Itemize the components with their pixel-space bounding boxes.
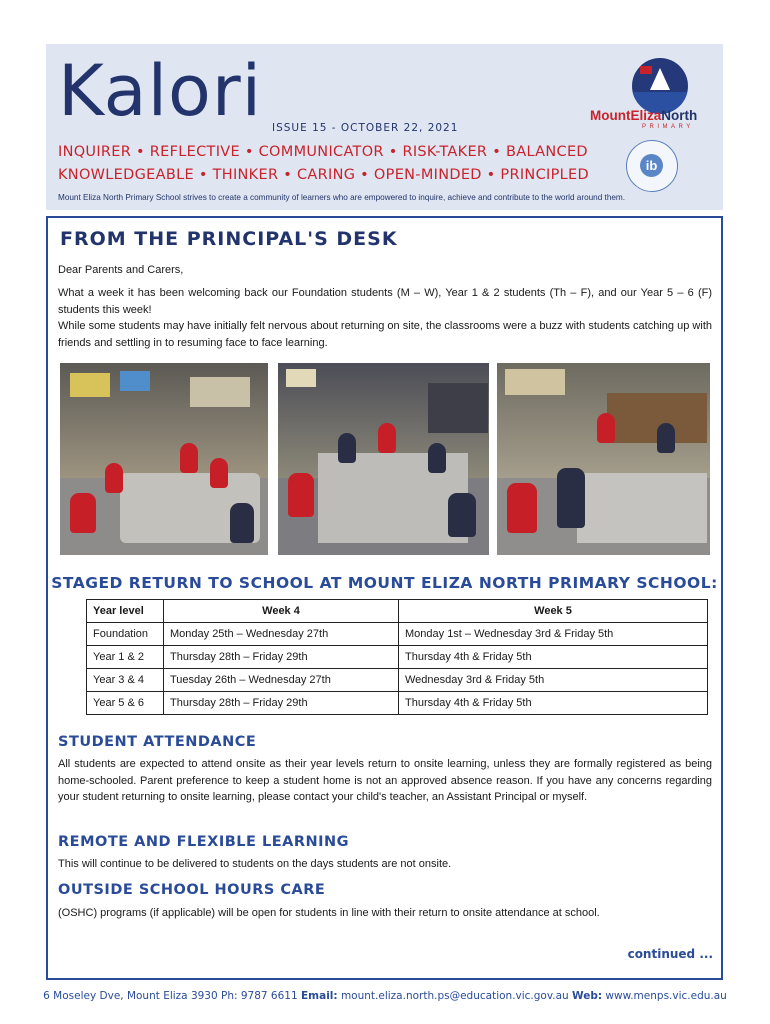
- principal-paragraph-1: What a week it has been welcoming back our Foundation students (M – W), Year 1 & 2 students (Th – F), and our Year 5 – 6 (F) students this week!: [58, 287, 712, 316]
- ib-logo-text: ib: [640, 154, 663, 177]
- footer-email-link[interactable]: mount.eliza.north.ps@education.vic.gov.au: [340, 990, 569, 1002]
- classroom-photo-1: [60, 363, 268, 555]
- school-name: [590, 108, 697, 123]
- cell-week4: Tuesday 26th – Wednesday 27th: [164, 669, 399, 692]
- attendance-heading: STUDENT ATTENDANCE: [58, 734, 257, 750]
- footer-email-label: Email:: [301, 990, 338, 1002]
- cell-year: Year 1 & 2: [87, 646, 164, 669]
- remote-learning-body: This will continue to be delivered to students on the days students are not onsite.: [58, 858, 452, 870]
- principal-heading: FROM THE PRINCIPAL'S DESK: [60, 228, 398, 250]
- learner-attributes-line-1: INQUIRER • REFLECTIVE • COMMUNICATOR • RISK-TAKER • BALANCED: [58, 144, 588, 160]
- footer-web-link[interactable]: www.menps.vic.edu.au: [605, 990, 727, 1002]
- school-name-part-2: North: [661, 108, 698, 123]
- greeting: Dear Parents and Carers,: [58, 264, 184, 276]
- newsletter-title: Kalori: [58, 50, 263, 132]
- school-crest-logo: [632, 58, 688, 114]
- learner-attributes-line-2: KNOWLEDGEABLE • THINKER • CARING • OPEN-MINDED • PRINCIPLED: [58, 167, 589, 183]
- ib-world-school-logo: [626, 140, 678, 192]
- cell-week5: Monday 1st – Wednesday 3rd & Friday 5th: [399, 623, 708, 646]
- col-year-level: Year level: [87, 600, 164, 623]
- staged-return-heading: STAGED RETURN TO SCHOOL AT MOUNT ELIZA NORTH PRIMARY SCHOOL:: [51, 574, 718, 592]
- cell-week5: Thursday 4th & Friday 5th: [399, 692, 708, 715]
- continued-label: continued ...: [627, 947, 713, 961]
- masthead: [46, 44, 723, 210]
- remote-learning-heading: REMOTE AND FLEXIBLE LEARNING: [58, 834, 350, 850]
- school-name-part-1: MountEliza: [590, 108, 662, 123]
- classroom-photo-3: [497, 363, 710, 555]
- table-row: [87, 669, 708, 692]
- cell-week5: Wednesday 3rd & Friday 5th: [399, 669, 708, 692]
- principal-paragraph-2: While some students may have initially felt nervous about returning on site, the classrooms were a buzz with students catching up with friends and settling in to resuming face to face learning.: [58, 320, 712, 349]
- cell-year: Year 5 & 6: [87, 692, 164, 715]
- classroom-photo-2: [278, 363, 489, 555]
- oshc-heading: OUTSIDE SCHOOL HOURS CARE: [58, 882, 326, 898]
- footer-web-label: Web:: [572, 990, 603, 1002]
- table-row: [87, 646, 708, 669]
- school-subtitle: PRIMARY: [642, 124, 694, 130]
- mission-statement: Mount Eliza North Primary School strives to create a community of learners who are empowered to inquire, achieve and contribute to the world around them.: [58, 193, 626, 202]
- main-content-box: [46, 216, 723, 980]
- footer-contact: [0, 990, 770, 1002]
- cell-week5: Thursday 4th & Friday 5th: [399, 646, 708, 669]
- col-week-4: Week 4: [164, 600, 399, 623]
- table-row: [87, 692, 708, 715]
- table-row: [87, 623, 708, 646]
- cell-week4: Thursday 28th – Friday 29th: [164, 646, 399, 669]
- attendance-body: All students are expected to attend onsite as their year levels return to onsite learning, unless they are formally registered as being home-schooled. Parent preference to keep a student home is not an approved absence reason. If you have any concerns regarding your student returning to onsite learning, please contact your child's teacher, an Assistant Principal or myself.: [58, 758, 712, 803]
- table-header-row: [87, 600, 708, 623]
- issue-line: ISSUE 15 - OCTOBER 22, 2021: [272, 122, 459, 134]
- col-week-5: Week 5: [399, 600, 708, 623]
- oshc-body: (OSHC) programs (if applicable) will be open for students in line with their return to onsite attendance at school.: [58, 907, 600, 919]
- cell-week4: Thursday 28th – Friday 29th: [164, 692, 399, 715]
- staged-return-table: [86, 599, 708, 715]
- footer-address: 6 Moseley Dve, Mount Eliza 3930 Ph: 9787 6611: [43, 990, 298, 1002]
- cell-week4: Monday 25th – Wednesday 27th: [164, 623, 399, 646]
- cell-year: Foundation: [87, 623, 164, 646]
- cell-year: Year 3 & 4: [87, 669, 164, 692]
